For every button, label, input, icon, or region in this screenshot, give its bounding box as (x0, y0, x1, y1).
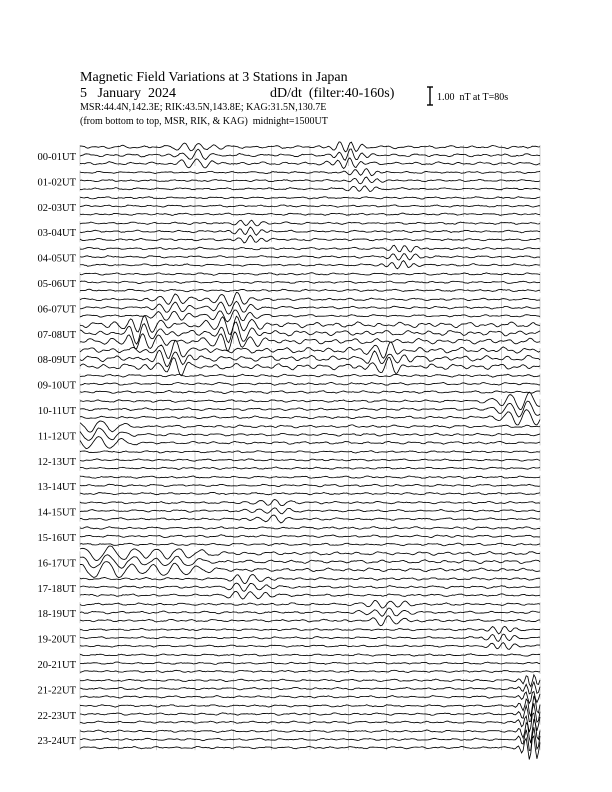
hour-label-01-02UT: 01-02UT (37, 177, 76, 189)
hour-label-00-01UT: 00-01UT (37, 152, 76, 163)
hour-label-20-21UT: 20-21UT (37, 660, 76, 671)
hour-label-13-14UT: 13-14UT (37, 482, 76, 494)
chart-title: Magnetic Field Variations at 3 Stations in Japan (80, 70, 348, 85)
hour-label-03-04UT: 03-04UT (37, 228, 76, 240)
scale-bar-label: 1.00 nT at T=80s (437, 92, 509, 103)
hour-label-06-07UT: 06-07UT (37, 304, 76, 316)
hour-label-17-18UT: 17-18UT (37, 583, 76, 595)
hour-label-14-15UT: 14-15UT (37, 507, 76, 519)
hour-label-02-03UT: 02-03UT (37, 202, 76, 214)
chart-quantity: dD/dt (filter:40-160s) (270, 86, 395, 101)
hour-label-07-08UT: 07-08UT (37, 329, 76, 341)
hour-label-04-05UT: 04-05UT (37, 253, 76, 265)
hour-label-22-23UT: 22-23UT (37, 710, 76, 722)
hour-label-23-24UT: 23-24UT (37, 736, 76, 748)
hour-label-21-22UT: 21-22UT (37, 685, 76, 697)
station-coordinates: MSR:44.4N,142.3E; RIK:43.5N,143.8E; KAG:31.5N,130.7E (80, 102, 327, 113)
hour-label-10-11UT: 10-11UT (37, 406, 76, 417)
hour-label-11-12UT: 11-12UT (37, 431, 76, 443)
hour-label-09-10UT: 09-10UT (37, 380, 76, 392)
hour-label-18-19UT: 18-19UT (37, 609, 76, 621)
hour-label-05-06UT: 05-06UT (37, 279, 76, 290)
hour-label-19-20UT: 19-20UT (37, 634, 76, 646)
hour-label-12-13UT: 12-13UT (37, 456, 76, 468)
chart-date: 5 January 2024 (80, 86, 177, 101)
trace-order-note: (from bottom to top, MSR, RIK, & KAG) midnight=1500UT (80, 116, 328, 127)
hour-label-15-16UT: 15-16UT (37, 533, 76, 544)
hour-label-08-09UT: 08-09UT (37, 355, 76, 367)
hour-label-16-17UT: 16-17UT (37, 558, 76, 570)
